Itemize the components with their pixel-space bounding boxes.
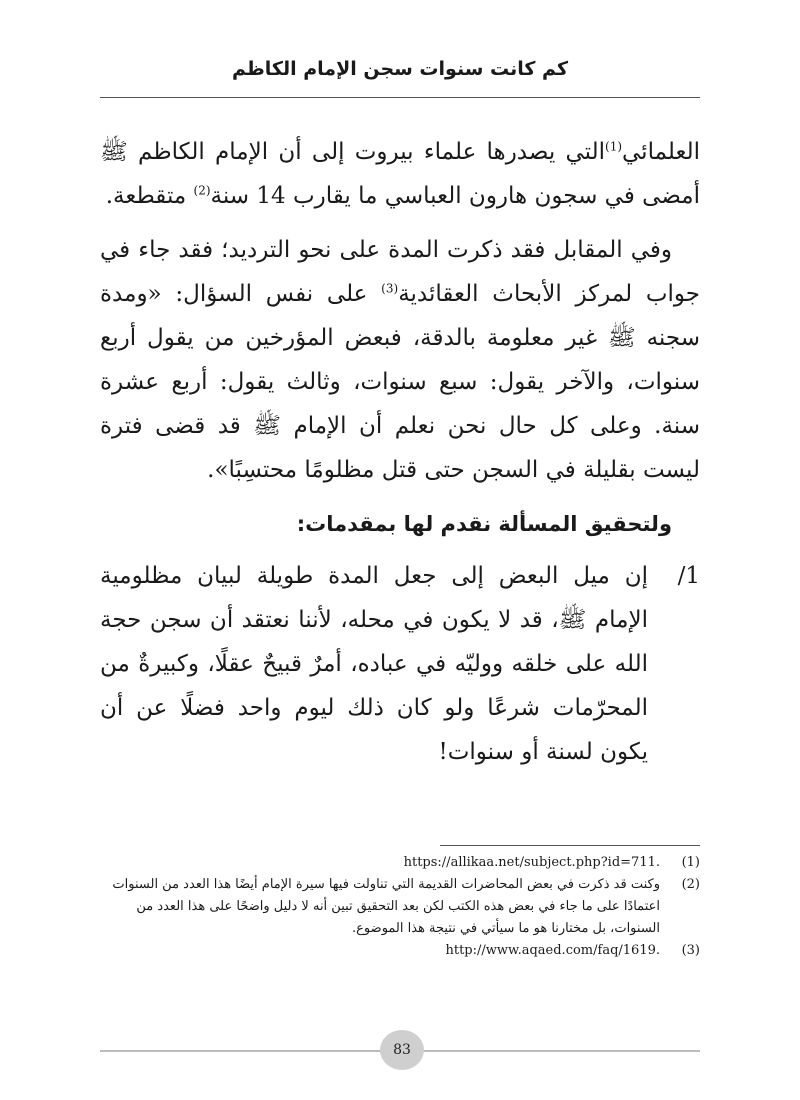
header-divider — [100, 97, 700, 98]
footnote-number: (2) — [681, 877, 700, 892]
footnote-text — [100, 852, 660, 874]
footer-line-right — [418, 1050, 700, 1052]
footnotes — [100, 852, 700, 962]
paragraph-2-start: وفي المقابل فقد ذكرت المدة على نحو الترديد؛ فقد جاء في جواب لمركز الأبحاث العقائدية — [100, 237, 700, 307]
footnote-number: (3) — [681, 943, 700, 958]
section-heading: ولتحقيق المسألة نقدم لها بمقدمات: — [296, 512, 672, 536]
numbered-item-1 — [100, 554, 700, 774]
page-number: 83 — [380, 1030, 424, 1070]
footnote-ref-3: (3) — [381, 281, 399, 296]
footer-line-left — [100, 1050, 390, 1052]
paragraph-2-end: على نفس السؤال: «ومدة سجنه ﷺ غير معلومة بالدقة، فبعض المؤرخين من يقول أربع سنوات، والآخر يقول: سبع سنوات، وثالث يقول: أربع عشرة سنة. وعلى كل حال نحن نعلم أن الإمام ﷺ قد قضى فترة ليست بقليلة في السجن حتى قتل مظلومًا محتسِبًا». — [100, 281, 700, 483]
footnote-ref-2: (2) — [193, 183, 211, 198]
footnote-divider — [440, 845, 700, 846]
running-header: كم كانت سنوات سجن الإمام الكاظم — [232, 58, 568, 80]
footnote-number: (1) — [681, 855, 700, 870]
item-text: إن ميل البعض إلى جعل المدة طويلة لبيان مظلومية الإمام ﷺ، قد لا يكون في محله، لأننا نعتقد أن سجن حجة الله على خلقه ووليّه في عباده، أمرٌ قبيحٌ عقلًا، وكبيرةٌ من المحرّمات شرعًا ولو كان ذلك ليوم واحد فضلًا عن أن يكون لسنة أو سنوات! — [100, 563, 648, 765]
paragraph-1-end: متقطعة. — [105, 183, 194, 209]
main-text — [100, 130, 700, 774]
paragraph-1-middle: التي يصدرها علماء بيروت إلى أن الإمام الكاظم ﷺ أمضى في سجون هارون العباسي ما يقارب 14 سنة — [100, 139, 700, 209]
footnote-text — [100, 940, 660, 962]
footnote-ref-1: (1) — [605, 139, 623, 154]
item-number: 1/ — [677, 563, 700, 589]
footnote-url[interactable]: http://www.aqaed.com/faq/1619. — [445, 943, 660, 958]
footnote-text: وكنت قد ذكرت في بعض المحاضرات القديمة التي تناولت فيها سيرة الإمام أيضًا هذا العدد من السنوات اعتمادًا على ما جاء في بعض هذه الكتب لكن بعد التحقيق تبين أنه لا دليل واضحًا على هذا العدد من السنوات، بل مختارنا هو ما سيأتي في نتيجة هذا الموضوع. — [112, 877, 660, 936]
paragraph-1 — [100, 130, 700, 218]
footnote-3 — [100, 940, 700, 962]
footnote-2 — [100, 874, 700, 940]
paragraph-1-start: العلمائي — [622, 139, 700, 165]
footnote-1 — [100, 852, 700, 874]
footnote-url[interactable]: https://allikaa.net/subject.php?id=711. — [403, 855, 660, 870]
paragraph-2 — [100, 228, 700, 492]
